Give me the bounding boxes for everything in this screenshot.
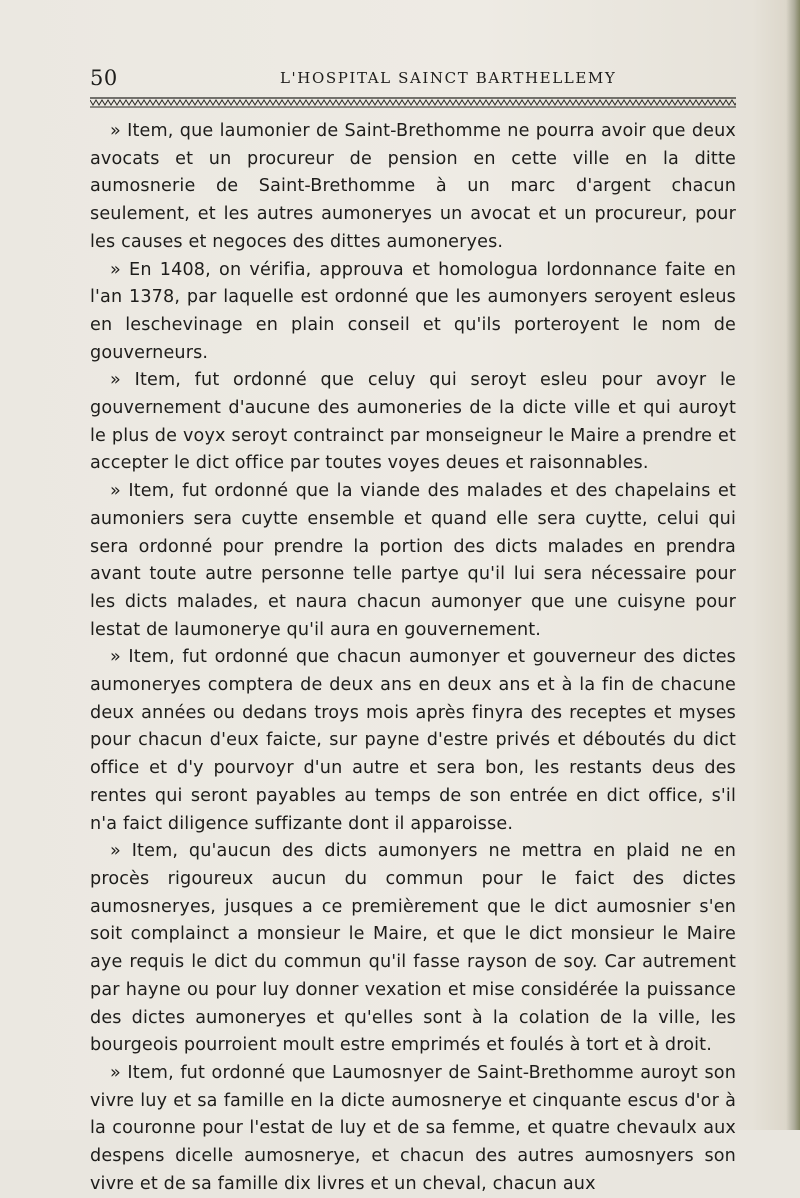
- paragraph-viande-malades: » Item, fut ordonné que la viande des malades et des chapelains et aumoniers sera cuytte ensemble et quand elle sera cuytte, celui qui sera ordonné pour prendre la portion des dicts malades en prendra avant toute autre personne telle partye qu'il lui sera nécessaire pour les dicts malades, et naura chacun aumonyer que une cuisyne pour lestat de laumonerye qu'il aura en gouvernement.: [90, 481, 736, 640]
- paragraph-gouvernement-election: » Item, fut ordonné que celuy qui seroyt esleu pour avoyr le gouvernement d'aucune des aumoneries de la dicte ville et qui auroyt le plus de voyx seroyt contrainct par monseigneur le Maire a prendre et accepter le dict office par toutes voyes deues et raisonnables.: [90, 370, 736, 474]
- paragraph-comptes: » Item, fut ordonné que chacun aumonyer et gouverneur des dictes aumoneryes comptera de deux ans en deux ans et à la fin de chacune deux années ou dedans troys mois après finyra des receptes et myses pour chacun d'eux faicte, sur payne d'estre privés et déboutés du dict office et d'y pourvoyr d'un autre et sera bon, les restants deus des rentes qui seront payables au temps de son entrée en dict office, s'il n'a faict diligence suffizante dont il apparoisse.: [90, 647, 736, 834]
- body-text: [90, 118, 736, 1198]
- paragraph-saint-brethomme-vivre: » Item, fut ordonné que Laumosnyer de Saint-Brethomme auroyt son vivre luy et sa famille en la dicte aumosnerye et cinquante escus d'or à la couronne pour l'estat de luy et de sa femme, et quatre chevaulx aux despens dicelle aumosnerye, et chacun des autres aumosnyers son vivre et de sa famille dix livres et un cheval, chacun aux: [90, 1062, 736, 1194]
- paragraph-proces: » Item, qu'aucun des dicts aumonyers ne mettra en plaid ne en procès rigoureux aucun du commun pour le faict des dictes aumosneryes, jusques a ce premièrement que le dict aumosnier s'en soit complainct a monsieur le Maire, et que le dict monsieur le Maire aye requis le dict du commun qu'il fasse rayson de soy. Car autrement par hayne ou pour luy donner vexation et mise considérée la puissance des dictes aumoneryes et qu'elles sont à la colation de la ville, les bourgeois pourroient moult estre emprimés et foulés à tort et à droit.: [90, 841, 736, 1056]
- paragraph-verification-1408: » En 1408, on vérifia, approuva et homologua lordonnance faite en l'an 1378, par laquelle est ordonné que les aumonyers seroyent esleus en leschevinage en plain conseil et qu'ils porteroyent le nom de gouverneurs.: [90, 259, 736, 363]
- page-edge-shadow: [786, 0, 800, 1130]
- paragraph-aumonier-avocats: » Item, que laumonier de Saint-Brethomme ne pourra avoir que deux avocats et un procureur de pension en cette ville en la ditte aumosnerie de Saint-Brethomme à un marc d'argent chacun seulement, et les autres aumoneryes un avocat et un procureur, pour les causes et negoces des dittes aumoneryes.: [90, 121, 736, 252]
- running-head: [90, 66, 736, 94]
- ornamental-rule: [90, 97, 736, 109]
- running-title: L'HOSPITAL SAINCT BARTHELLEMY: [280, 69, 617, 87]
- page-number: 50: [90, 66, 118, 90]
